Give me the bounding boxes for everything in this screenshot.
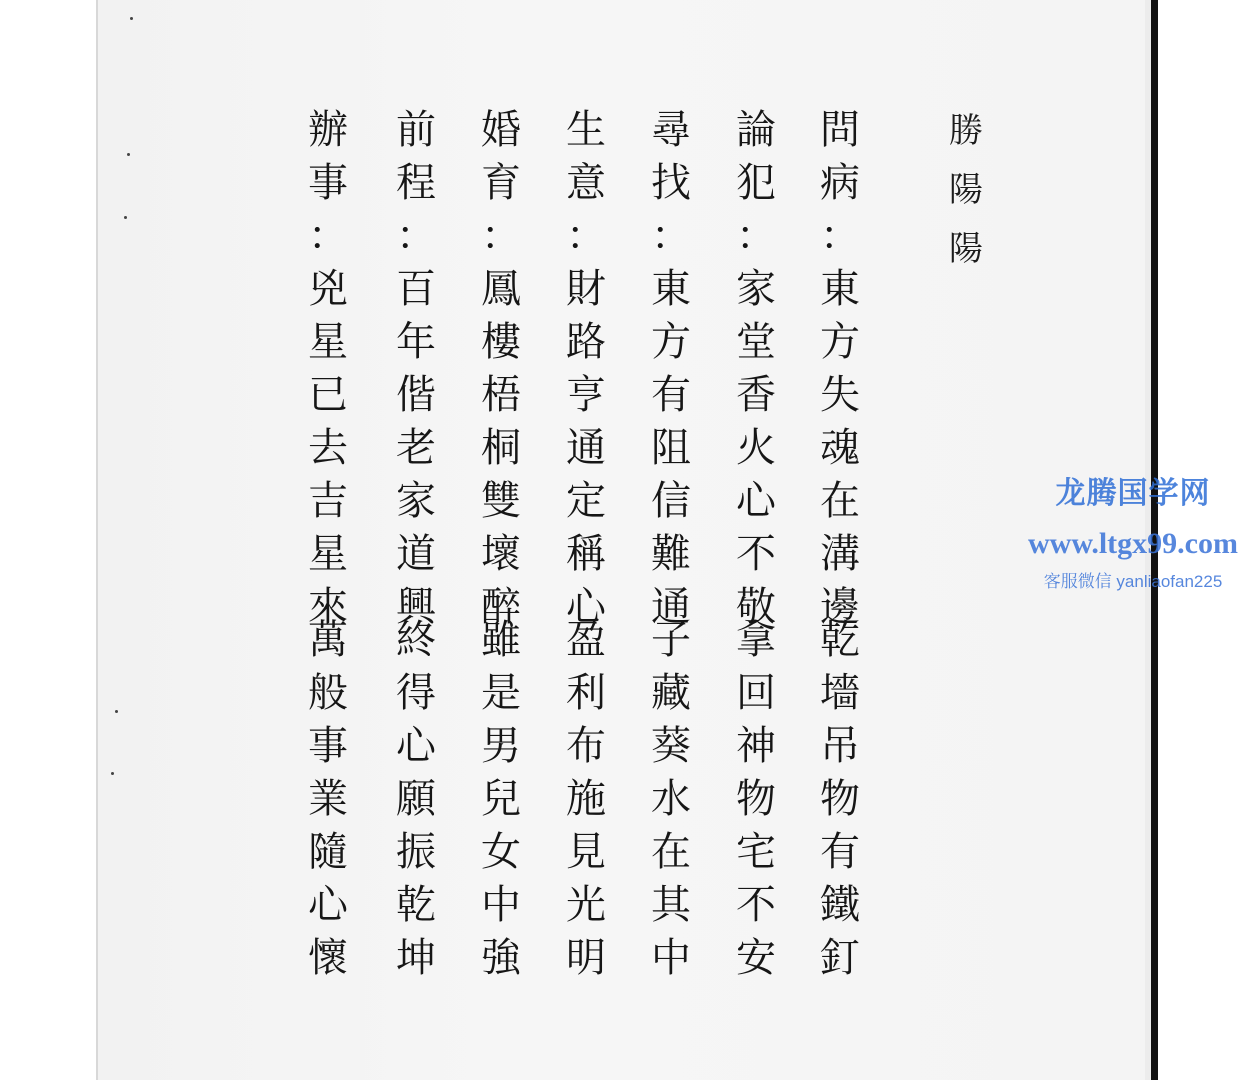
section-title bbox=[946, 102, 986, 279]
verse-column-lower bbox=[563, 614, 609, 985]
verse-column-lower bbox=[817, 614, 863, 985]
verse-column-upper bbox=[305, 104, 351, 634]
verse-line-first: 財路亨通定稱心 bbox=[566, 266, 606, 630]
entry-colon: ： bbox=[820, 213, 860, 259]
entry-colon: ： bbox=[736, 213, 776, 259]
verse-column-lower bbox=[305, 614, 351, 985]
verse-line-second: 終得心願振乾坤 bbox=[396, 617, 436, 981]
paper-sheet bbox=[96, 0, 1158, 1080]
verse-line-second: 雖是男兒女中強 bbox=[481, 617, 521, 981]
verse-line-first: 百年偕老家道興 bbox=[396, 266, 436, 630]
verse-line-second: 子藏葵水在其中 bbox=[651, 617, 691, 981]
verse-column-upper bbox=[733, 104, 779, 634]
paper-left-edge bbox=[96, 0, 98, 1080]
title-char: 陽 bbox=[949, 229, 983, 269]
watermark-contact: 客服微信 yanliaofan225 bbox=[1043, 572, 1223, 591]
entry-label: 尋找 bbox=[651, 107, 691, 206]
title-char: 陽 bbox=[949, 170, 983, 210]
title-char: 勝 bbox=[949, 111, 983, 151]
watermark-url: www.ltgx99.com bbox=[1028, 527, 1238, 560]
verse-column-upper bbox=[478, 104, 524, 634]
verse-line-second: 乾墻吊物有鐵釘 bbox=[820, 617, 860, 981]
scan-speck bbox=[115, 710, 118, 713]
watermark bbox=[1008, 474, 1258, 594]
entry-colon: ： bbox=[481, 213, 521, 259]
entry-label: 生意 bbox=[566, 107, 606, 206]
entry-colon: ： bbox=[566, 213, 606, 259]
verse-column-lower bbox=[393, 614, 439, 985]
watermark-site-name: 龙腾国学网 bbox=[1055, 477, 1211, 510]
scan-speck bbox=[130, 17, 133, 20]
verse-column-upper bbox=[648, 104, 694, 634]
scan-speck bbox=[127, 153, 130, 156]
entry-label: 前程 bbox=[396, 107, 436, 206]
verse-line-second: 萬般事業隨心懷 bbox=[308, 617, 348, 981]
entry-colon: ： bbox=[651, 213, 691, 259]
verse-column-lower bbox=[648, 614, 694, 985]
verse-column-upper bbox=[563, 104, 609, 634]
scan-speck bbox=[124, 216, 127, 219]
verse-line-first: 東方有阻信難通 bbox=[651, 266, 691, 630]
verse-line-second: 拿回神物宅不安 bbox=[736, 617, 776, 981]
entry-label: 婚育 bbox=[481, 107, 521, 206]
scan-speck bbox=[111, 772, 114, 775]
entry-colon: ： bbox=[308, 213, 348, 259]
entry-label: 辦事 bbox=[308, 107, 348, 206]
verse-line-first: 兇星已去吉星來 bbox=[308, 266, 348, 630]
verse-column-upper bbox=[393, 104, 439, 634]
verse-column-lower bbox=[733, 614, 779, 985]
verse-column-lower bbox=[478, 614, 524, 985]
verse-line-first: 家堂香火心不敬 bbox=[736, 266, 776, 630]
entry-label: 問病 bbox=[820, 107, 860, 206]
verse-column-upper bbox=[817, 104, 863, 634]
verse-line-second: 盈利布施見光明 bbox=[566, 617, 606, 981]
entry-label: 論犯 bbox=[736, 107, 776, 206]
entry-colon: ： bbox=[396, 213, 436, 259]
verse-line-first: 東方失魂在溝邊 bbox=[820, 266, 860, 630]
verse-line-first: 鳳樓梧桐雙壞醉 bbox=[481, 266, 521, 630]
